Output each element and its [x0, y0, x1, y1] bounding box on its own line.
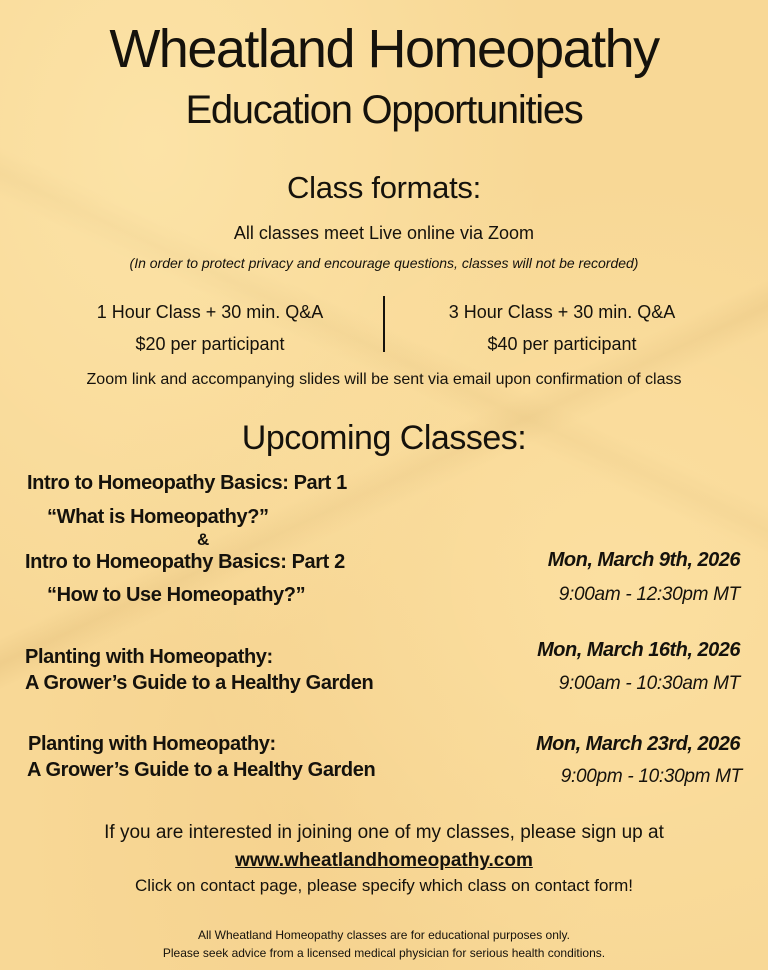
class-3-subtitle: A Grower’s Guide to a Healthy Garden — [27, 759, 376, 781]
class-3-time: 9:00pm - 10:30pm MT — [560, 766, 742, 787]
contact-instructions: Click on contact page, please specify which class on contact form! — [135, 876, 633, 895]
disclaimer-line2: Please seek advice from a licensed medical physician for serious health conditions. — [162, 946, 606, 960]
class-1-title-part2: Intro to Homeopathy Basics: Part 2 — [25, 551, 345, 573]
format-option-1hour — [40, 296, 380, 360]
format-duration: 1 Hour Class + 30 min. Q&A — [96, 302, 324, 322]
format-price: $40 per participant — [487, 334, 637, 354]
class-2-time: 9:00am - 10:30am MT — [558, 673, 740, 694]
class-1-subtitle-part2: “How to Use Homeopathy?” — [47, 584, 306, 606]
class-2-date: Mon, March 16th, 2026 — [537, 639, 740, 661]
class-2-title: Planting with Homeopathy: — [25, 646, 273, 668]
format-price: $20 per participant — [135, 334, 285, 354]
format-divider — [383, 296, 385, 352]
class-1-ampersand: & — [197, 530, 210, 549]
class-1-subtitle-part1: “What is Homeopathy?” — [47, 506, 269, 528]
privacy-note: (In order to protect privacy and encourage questions, classes will not be recorded) — [129, 255, 639, 271]
class-1-date: Mon, March 9th, 2026 — [547, 549, 740, 571]
class-3-title: Planting with Homeopathy: — [28, 733, 276, 755]
page-subtitle: Education Opportunities — [185, 88, 583, 132]
page-title: Wheatland Homeopathy — [109, 19, 659, 79]
format-option-3hour — [392, 296, 732, 360]
class-3-date: Mon, March 23rd, 2026 — [535, 733, 740, 755]
class-1-title-part1: Intro to Homeopathy Basics: Part 1 — [27, 472, 347, 494]
class-formats-heading: Class formats: — [287, 170, 481, 205]
live-online-note: All classes meet Live online via Zoom — [233, 223, 535, 243]
disclaimer-line1: All Wheatland Homeopathy classes are for educational purposes only. — [198, 928, 570, 942]
class-1-time: 9:00am - 12:30pm MT — [558, 584, 740, 605]
signup-text: If you are interested in joining one of my classes, please sign up at — [104, 822, 664, 843]
website-link[interactable]: www.wheatlandhomeopathy.com — [235, 850, 533, 871]
format-duration: 3 Hour Class + 30 min. Q&A — [448, 302, 676, 322]
upcoming-classes-heading: Upcoming Classes: — [241, 419, 527, 457]
zoom-note: Zoom link and accompanying slides will be sent via email upon confirmation of class — [86, 371, 682, 388]
class-2-subtitle: A Grower’s Guide to a Healthy Garden — [25, 672, 374, 694]
